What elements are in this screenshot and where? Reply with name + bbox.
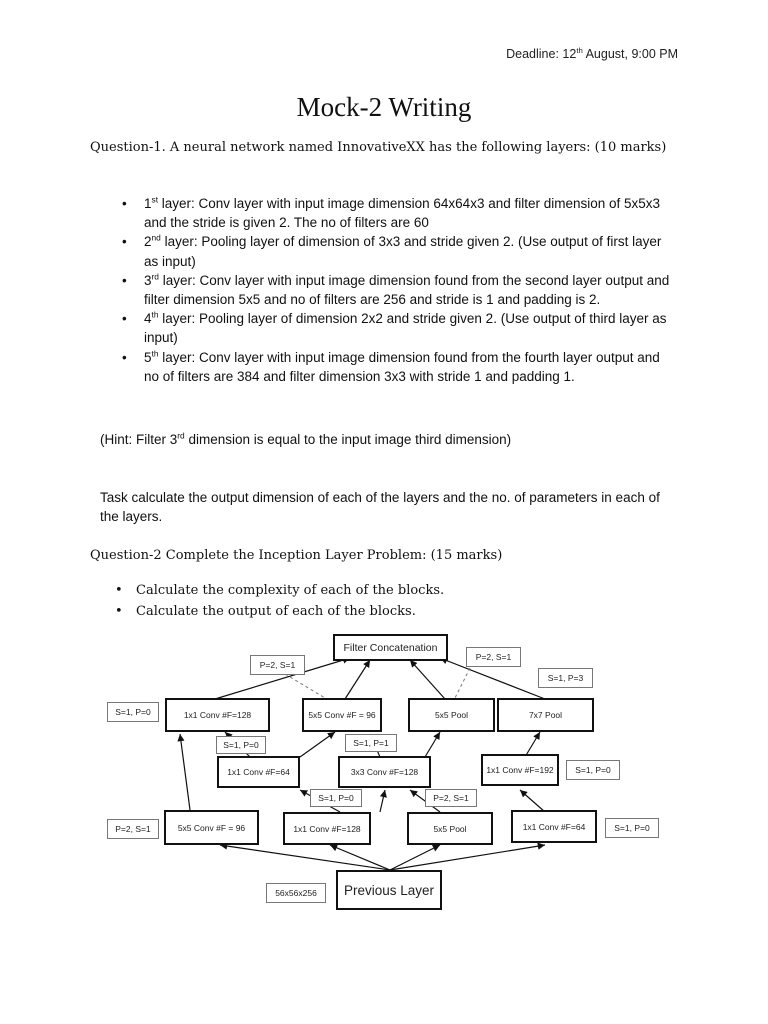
deadline-suffix: August, 9:00 PM	[582, 47, 678, 61]
layer-text: layer: Pooling layer of dimension 2x2 and stride given 2. (Use output of third layer as input)	[144, 311, 667, 346]
layer-num: 5	[144, 349, 152, 365]
row1-pool-7x7: 7x7 Pool	[497, 698, 594, 732]
bullet-icon: •	[122, 272, 127, 288]
row2-conv-1x1-64: 1x1 Conv #F=64	[217, 756, 300, 788]
row3-conv-5x5-96: 5x5 Conv #F = 96	[164, 810, 259, 845]
deadline-sup: th	[576, 45, 583, 55]
list-item-text: Calculate the output of each of the blocks.	[136, 604, 416, 619]
row3-conv-1x1-128: 1x1 Conv #F=128	[283, 812, 371, 845]
list-item	[115, 601, 675, 622]
layer-num: 2	[144, 234, 152, 250]
bullet-icon: •	[115, 583, 123, 598]
layer-sup: st	[151, 194, 159, 205]
bullet-icon: •	[122, 234, 127, 250]
question-2-intro: Question-2 Complete the Inception Layer Problem: (15 marks)	[90, 548, 503, 563]
label-row3-left: P=2, S=1	[107, 819, 159, 839]
row3-pool-5x5: 5x5 Pool	[407, 812, 493, 845]
bullet-icon: •	[122, 349, 127, 365]
bullet-icon: •	[115, 604, 123, 619]
list-item	[122, 194, 672, 232]
inception-diagram	[0, 630, 768, 920]
list-item	[122, 232, 672, 270]
row2-conv-3x3-128: 3x3 Conv #F=128	[338, 756, 431, 788]
previous-layer-box: Previous Layer	[336, 870, 442, 910]
bullet-icon: •	[122, 311, 127, 327]
hint-sup: rd	[177, 430, 185, 441]
list-item	[122, 309, 672, 347]
question-1-intro: Question-1. A neural network named InnovativeXX has the following layers: (10 marks)	[90, 140, 667, 155]
page-title: Mock-2 Writing	[296, 92, 472, 122]
label-row3-right: S=1, P=0	[605, 818, 659, 838]
label-top-left: P=2, S=1	[250, 655, 305, 675]
label-mid-a: S=1, P=0	[216, 736, 266, 754]
list-item	[122, 348, 672, 386]
hint-text	[100, 432, 700, 447]
question-2-list	[115, 580, 675, 622]
bullet-icon: •	[122, 196, 127, 211]
layer-text: layer: Conv layer with input image dimension 64x64x3 and filter dimension of 5x5x3 and the stride is given 2. The no of filters are 60	[144, 196, 661, 231]
hint-prefix: (Hint: Filter 3	[100, 432, 178, 447]
layer-list	[122, 194, 672, 386]
layer-num: 1	[144, 196, 152, 211]
row1-conv-1x1-128: 1x1 Conv #F=128	[165, 698, 270, 732]
label-mid-d: P=2, S=1	[425, 789, 477, 807]
row3-conv-1x1-64: 1x1 Conv #F=64	[511, 810, 597, 843]
task-text: Task calculate the output dimension of each of the layers and the no. of parameters in each of the layers.	[100, 490, 660, 524]
layer-sup: nd	[151, 232, 161, 243]
row1-pool-5x5: 5x5 Pool	[408, 698, 495, 732]
layer-sup: rd	[151, 271, 159, 282]
label-row2-right: S=1, P=0	[566, 760, 620, 780]
layer-sup: th	[151, 348, 159, 359]
list-item	[115, 580, 675, 601]
deadline	[506, 47, 678, 61]
layer-sup: th	[151, 309, 159, 320]
label-mid-c: S=1, P=0	[310, 789, 362, 807]
layer-num: 4	[144, 311, 152, 327]
layer-text: layer: Pooling layer of dimension of 3x3 and stride given 2. (Use output of first layer as input)	[144, 234, 662, 269]
label-row1-left: S=1, P=0	[107, 702, 159, 722]
hint-suffix: dimension is equal to the input image third dimension)	[184, 432, 512, 447]
filter-concatenation-box: Filter Concatenation	[333, 634, 448, 661]
layer-text: layer: Conv layer with input image dimension found from the second layer output and filter dimension 5x5 and no of filters are 256 and stride is 1 and padding is 2.	[144, 272, 670, 308]
row2-conv-1x1-192: 1x1 Conv #F=192	[481, 754, 559, 786]
layer-num: 3	[144, 272, 152, 288]
label-top-right: P=2, S=1	[466, 647, 521, 667]
deadline-text: Deadline: 12	[506, 47, 577, 61]
input-size-label: 56x56x256	[266, 883, 326, 903]
label-mid-b: S=1, P=1	[345, 734, 397, 752]
label-right-top: S=1, P=3	[538, 668, 593, 688]
layer-text: layer: Conv layer with input image dimension found from the fourth layer output and no of filters are 384 and filter dimension 3x3 with stride 1 and padding 1.	[144, 349, 660, 384]
list-item-text: Calculate the complexity of each of the blocks.	[136, 583, 445, 598]
list-item	[122, 271, 672, 309]
row1-conv-5x5-96: 5x5 Conv #F = 96	[302, 698, 382, 732]
